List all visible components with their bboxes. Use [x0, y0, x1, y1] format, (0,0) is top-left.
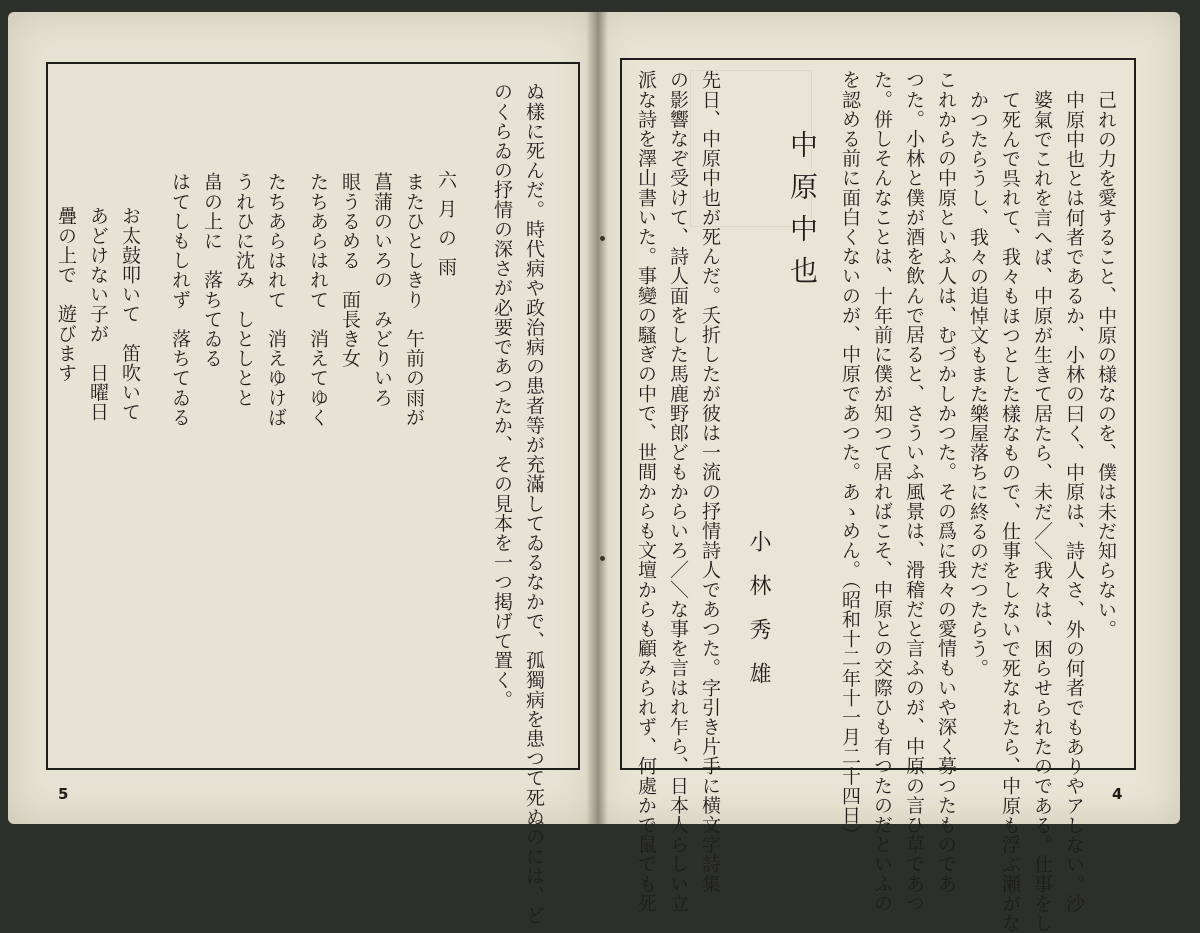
- poem-line: またひとしきり 午前の雨が: [403, 172, 425, 427]
- poem-line: はてしもしれず 落ちてゐる: [169, 172, 191, 427]
- article-author: 小林秀雄: [746, 530, 771, 706]
- poem-line: たちあらはれて 消えてゆく: [307, 172, 329, 427]
- staple-hole: [600, 236, 605, 241]
- poem-line: 畠の上に 落ちてゐる: [201, 172, 223, 368]
- intro-line-9: を認める前に面白くないのが、中原であつた。あゝめん。（昭和十二年十一月二十四日）: [839, 70, 861, 845]
- page-number-right: 4: [1112, 785, 1123, 803]
- poem-title: 六月の雨: [435, 170, 457, 286]
- left-body-line-1: ぬ樣に死んだ。時代病や政治病の患者等が充滿してゐるなかで、孤獨病を患つて死ぬのには、ど: [523, 82, 545, 925]
- intro-line-8: た。併しそんなことは、十年前に僕が知つて居ればこそ、中原との交際ひも有つたのだといふの: [871, 70, 893, 913]
- staple-hole: [600, 556, 605, 561]
- article-title: 中原中也: [786, 130, 819, 298]
- left-body-line-2: のくらゐの抒情の深さが必要であつたか、その見本を一つ掲げて置く。: [491, 82, 513, 710]
- book-gutter: [586, 12, 608, 824]
- intro-line-7: つた。小林と僕が酒を飲んで居ると、さういふ風景は、滑稽だと言ふのが、中原の言ひ草であつ: [903, 70, 925, 913]
- poem-line: 菖蒲のいろの みどりいろ: [371, 172, 393, 408]
- intro-line-1: 己れの力を愛すること、中原の様なのを、僕は未だ知らない。: [1095, 90, 1117, 639]
- intro-line-5: かつたらうし、我々の追悼文もまた樂屋落ちに終るのだつたらう。: [967, 90, 989, 678]
- poem-line: 疊の上で 遊びます: [55, 206, 77, 383]
- intro-line-6: これからの中原といふ人は、むづかしかつた。その爲に我々の愛情もいや深く募つたものであ: [935, 70, 957, 894]
- poem-line: お太鼓叩いて 笛吹いて: [119, 206, 141, 422]
- page-number-left: 5: [58, 785, 69, 803]
- intro-line-4: て死んで呉れて、我々もほつとした樣なもので、仕事をしないで死なれたら、中原も浮ぶ瀬がな: [999, 90, 1021, 933]
- body-line-2: の影響なぞ受けて、詩人面をした馬鹿野郎どもからいろ／＼な事を言はれ乍ら、日本人らしい立: [667, 70, 689, 913]
- body-line-1: 先日、中原中也が死んだ。夭折したが彼は一流の抒情詩人であつた。字引き片手に横文字詩集: [699, 70, 721, 894]
- intro-line-2: 中原中也とは何者であるか、小林の曰く、中原は、詩人さ、外の何者でもありやアしない。沙: [1063, 90, 1085, 914]
- poem-line: 眼うるめる 面長き女: [339, 172, 361, 368]
- poem-line: あどけない子が 日曜日: [87, 206, 109, 422]
- body-line-3: 派な詩を澤山書いた。事變の騷ぎの中で、世間からも文壇からも顧みられず、何處かで鼠でも死: [635, 70, 657, 913]
- poem-line: たちあらはれて 消えゆけば: [265, 172, 287, 427]
- poem-line: うれひに沈み しとしとと: [233, 172, 255, 408]
- intro-line-3: 婆氣でこれを言へば、中原が生きて居たら、未だ／＼我々は、困らせられたのである。仕事をし: [1031, 90, 1053, 933]
